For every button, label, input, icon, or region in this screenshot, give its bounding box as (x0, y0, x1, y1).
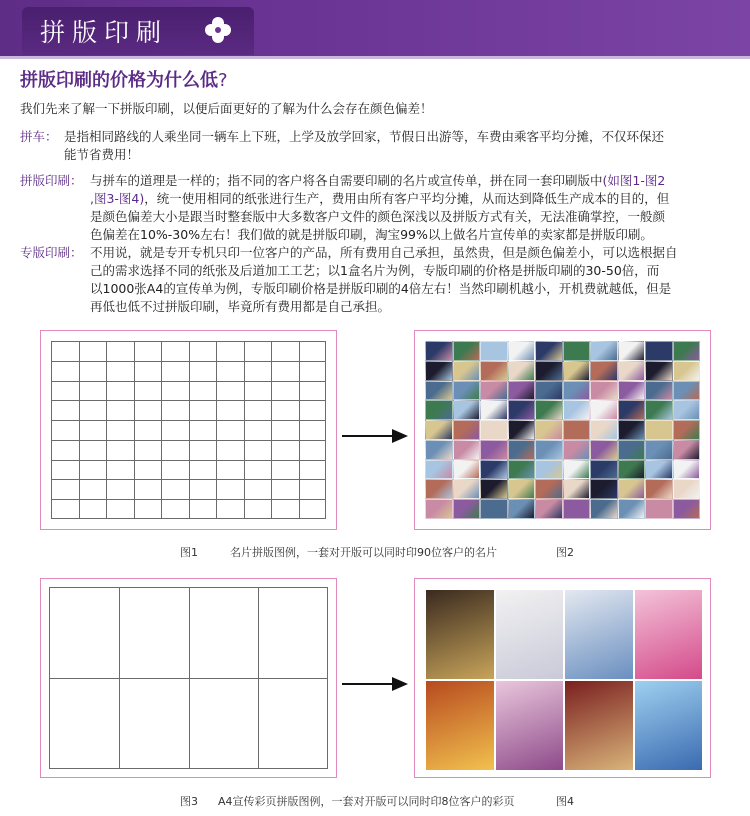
figure-3-frame (40, 578, 337, 778)
card-tile (590, 479, 618, 499)
card-tile (618, 381, 646, 401)
card-tile (563, 361, 591, 381)
card-tile (645, 499, 673, 519)
card-tile (480, 460, 508, 480)
card-tile (673, 361, 701, 381)
card-tile (618, 400, 646, 420)
gang-line2-ref: ,图3-图4) (90, 191, 145, 206)
card-tile (425, 479, 453, 499)
business-card-grid (51, 341, 326, 519)
card-tile (645, 381, 673, 401)
card-tile (673, 479, 701, 499)
card-tile (480, 361, 508, 381)
card-tile (508, 420, 536, 440)
card-tile (563, 499, 591, 519)
gang-line2 (90, 190, 750, 208)
card-tile (425, 361, 453, 381)
card-tile (425, 381, 453, 401)
card-tile (453, 499, 481, 519)
banner-title: 拼版印刷 (40, 18, 169, 47)
dedicated-line4: 再低也低不过拼版印刷，毕竟所有费用都是自己承担。 (90, 299, 391, 314)
card-tile (480, 341, 508, 361)
card-tile (563, 440, 591, 460)
card-tile (453, 361, 481, 381)
dedicated-line1: 不用说，就是专开专机只印一位客户的产品，所有费用自己承担，虽然贵，但是颜色偏差小，可以选根据自 (90, 245, 678, 260)
card-tile (508, 341, 536, 361)
card-tile (563, 420, 591, 440)
figure-1-label: 图1 (180, 546, 198, 559)
card-tile (508, 440, 536, 460)
card-tile (535, 361, 563, 381)
card-tile (618, 361, 646, 381)
card-tile (535, 381, 563, 401)
card-tile (590, 400, 618, 420)
page-heading (20, 66, 228, 92)
figure-1-frame (40, 330, 337, 530)
card-tile (618, 499, 646, 519)
flyer-tile (564, 589, 634, 680)
flyer-tile (495, 680, 565, 771)
arrow-right-icon (340, 673, 410, 695)
card-tile (425, 420, 453, 440)
flyer-tile (425, 589, 495, 680)
dedicated-line2: 己的需求选择不同的纸张及后道加工工艺；以1盒名片为例，专版印刷的价格是拼版印刷的30-50倍，而 (90, 263, 660, 278)
carpool-line2: 能节省费用！ (64, 147, 140, 162)
card-tile (535, 499, 563, 519)
card-tile (590, 341, 618, 361)
card-grid-border (52, 342, 326, 519)
flyer-tile (634, 589, 704, 680)
gang-line1-ref: (如图1-图2 (602, 173, 666, 188)
card-tile (535, 341, 563, 361)
card-tile (590, 499, 618, 519)
card-tile (673, 381, 701, 401)
flyer-tile (634, 680, 704, 771)
term-gang-printing: 拼版印刷： (20, 173, 83, 188)
card-tile (508, 499, 536, 519)
gang-line2-text: ，统一使用相同的纸张进行生产，费用由所有客户平均分摊，从而达到降低生产成本的目的，但 (144, 191, 670, 206)
figure-4-label: 图4 (556, 795, 574, 808)
card-tile (673, 420, 701, 440)
card-tile (453, 341, 481, 361)
card-tile (618, 479, 646, 499)
term-carpool: 拼车： (20, 129, 58, 144)
section-dedicated-printing (20, 244, 738, 320)
flyer-tile (564, 680, 634, 771)
card-tile (673, 400, 701, 420)
card-tile (508, 460, 536, 480)
card-tile (563, 341, 591, 361)
card-tile (618, 341, 646, 361)
card-tile (590, 361, 618, 381)
card-tile (535, 460, 563, 480)
section-carpool (20, 128, 738, 168)
a4-flyer-grid (49, 587, 328, 769)
page-heading-qmark: ? (218, 70, 228, 91)
card-tile (618, 460, 646, 480)
dedicated-line3: 以1000张A4的宣传单为例，专版印刷价格是拼版印刷的4倍左右！当然印刷机越小，开机费就越低，但是 (90, 281, 672, 296)
card-tile (563, 400, 591, 420)
card-tile (425, 499, 453, 519)
card-tile (535, 479, 563, 499)
card-tile (673, 460, 701, 480)
card-tile (453, 440, 481, 460)
card-tile (590, 460, 618, 480)
arrow-right-icon (340, 425, 410, 447)
page-heading-text: 拼版印刷的价格为什么低 (20, 70, 218, 91)
card-tile (673, 440, 701, 460)
card-tile (645, 420, 673, 440)
card-tile (508, 361, 536, 381)
card-tile (618, 420, 646, 440)
card-tile (590, 381, 618, 401)
card-tile (480, 479, 508, 499)
card-tile (425, 400, 453, 420)
card-tile (563, 479, 591, 499)
card-tile (618, 440, 646, 460)
card-tile (453, 400, 481, 420)
card-tile (590, 420, 618, 440)
section-gang-printing (20, 172, 738, 248)
card-tile (453, 479, 481, 499)
card-tile (673, 499, 701, 519)
card-tile (590, 440, 618, 460)
a4-flyer-sheet (425, 589, 703, 771)
card-tile (535, 440, 563, 460)
card-tile (563, 381, 591, 401)
figure-row1-caption: 名片拼版图例，一套对开版可以同时印90位客户的名片 (230, 546, 497, 559)
card-tile (535, 400, 563, 420)
card-tile (480, 499, 508, 519)
figure-2-frame (414, 330, 711, 530)
card-tile (425, 440, 453, 460)
card-tile (480, 400, 508, 420)
figure-3-label: 图3 (180, 795, 198, 808)
flower-icon (204, 16, 232, 44)
card-tile (563, 460, 591, 480)
figure-4-frame (414, 578, 711, 778)
gang-line1-text: 与拼车的道理是一样的；指不同的客户将各自需要印刷的名片或宣传单，拼在同一套印刷版中 (90, 173, 603, 188)
card-tile (645, 479, 673, 499)
card-tile (645, 400, 673, 420)
card-tile (425, 341, 453, 361)
card-tile (535, 420, 563, 440)
figure-2-label: 图2 (556, 546, 574, 559)
card-tile (508, 381, 536, 401)
gang-line3: 是颜色偏差大小是跟当时整套版中大多数客户文件的颜色深浅以及拼版方式有关，无法准确掌控，一般颜 (90, 209, 666, 224)
card-tile (645, 440, 673, 460)
card-tile (453, 381, 481, 401)
flyer-tile (495, 589, 565, 680)
card-tile (480, 440, 508, 460)
gang-line1 (90, 172, 750, 190)
card-tile (508, 400, 536, 420)
term-dedicated-printing: 专版印刷： (20, 245, 83, 260)
card-tile (673, 341, 701, 361)
banner-divider (0, 56, 750, 59)
card-tile (508, 479, 536, 499)
card-tile (480, 420, 508, 440)
lead-paragraph: 我们先来了解一下拼版印刷，以便后面更好的了解为什么会存在颜色偏差！ (20, 101, 433, 116)
carpool-line1: 是指相同路线的人乘坐同一辆车上下班，上学及放学回家，节假日出游等，车费由乘客平均分摊，不仅环保还 (64, 129, 665, 144)
figure-row2-caption: A4宣传彩页拼版图例，一套对开版可以同时印8位客户的彩页 (218, 795, 515, 808)
card-tile (480, 381, 508, 401)
card-tile (645, 460, 673, 480)
card-tile (645, 361, 673, 381)
flyer-tile (425, 680, 495, 771)
card-tile (453, 420, 481, 440)
card-tile (425, 460, 453, 480)
card-tile (453, 460, 481, 480)
business-card-sheet (425, 341, 700, 519)
card-tile (645, 341, 673, 361)
gang-line4: 色偏差在10%-30%左右！我们做的就是拼版印刷，淘宝99%以上做名片宣传单的卖家都是拼版印刷。 (90, 227, 653, 242)
